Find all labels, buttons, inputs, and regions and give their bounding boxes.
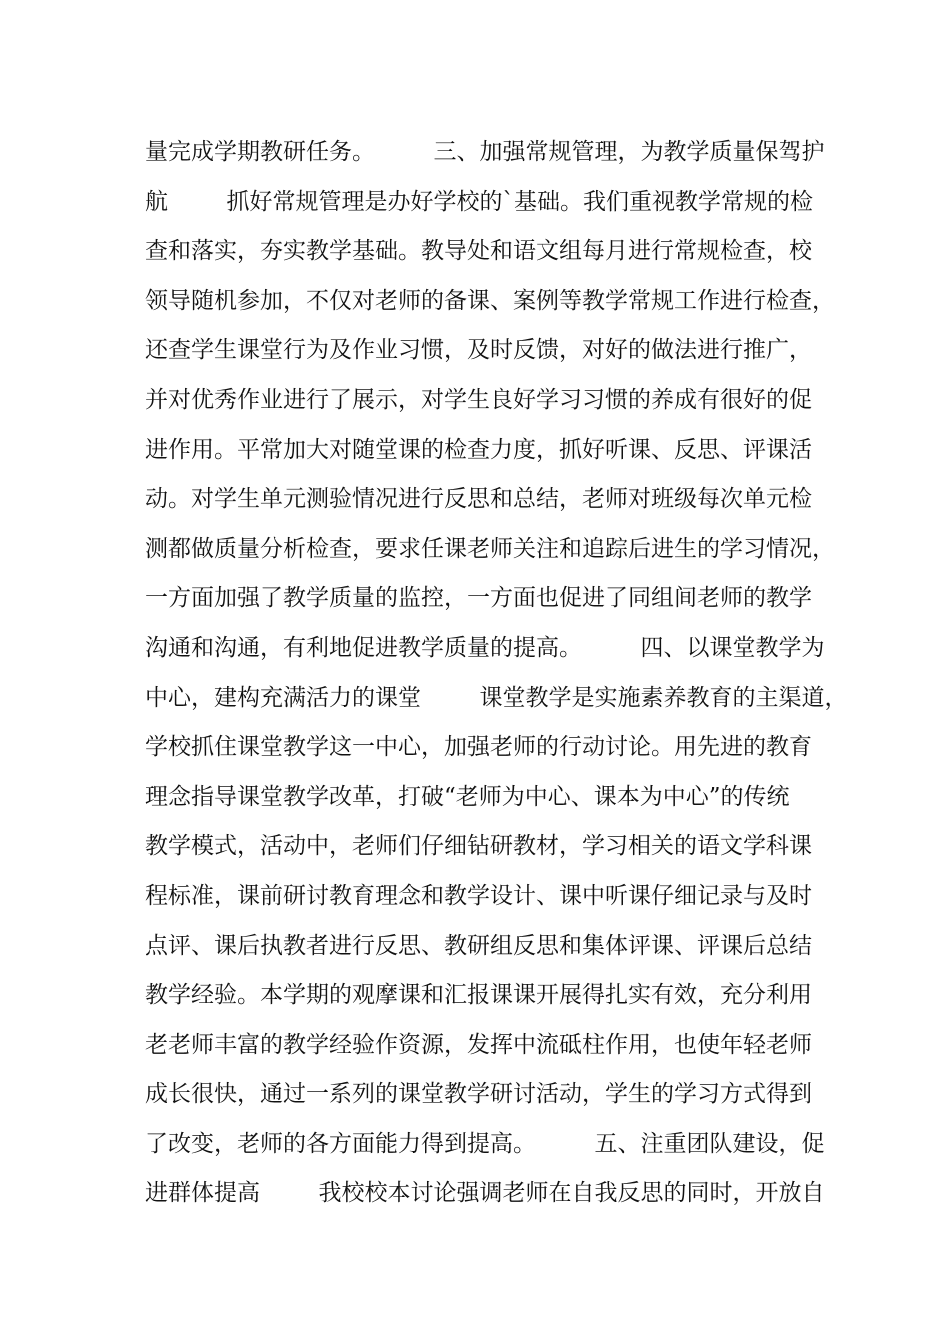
body-text xyxy=(145,128,848,1219)
text-line: 还查学生课堂行为及作业习惯，及时反馈，对好的做法进行推广， xyxy=(145,337,812,364)
text-line: 教学模式，活动中，老师们仔细钻研教材，学习相关的语文学科课 xyxy=(145,833,812,860)
text-line: 成长很快，通过一系列的课堂教学研讨活动，学生的学习方式得到 xyxy=(145,1081,812,1108)
text-line: 沟通和沟通，有利地促进教学质量的提高。 四、以课堂教学为 xyxy=(145,634,825,661)
text-line: 测都做质量分析检查，要求任课老师关注和追踪后进生的学习情况， xyxy=(145,535,835,562)
text-line: 老老师丰富的教学经验作资源，发挥中流砥柱作用，也使年轻老师 xyxy=(145,1031,812,1058)
text-line: 一方面加强了教学质量的监控，一方面也促进了同组间老师的教学 xyxy=(145,585,812,612)
text-line: 动。对学生单元测验情况进行反思和总结，老师对班级每次单元检 xyxy=(145,486,812,513)
text-line: 查和落实，夯实教学基础。教导处和语文组每月进行常规检查，校 xyxy=(145,238,812,265)
text-line: 学校抓住课堂教学这一中心，加强老师的行动讨论。用先进的教育 xyxy=(145,734,812,761)
text-line: 进群体提高 我校校本讨论强调老师在自我反思的同时，开放自 xyxy=(145,1180,825,1207)
text-line: 量完成学期教研任务。 三、加强常规管理，为教学质量保驾护 xyxy=(145,139,825,165)
text-line: 并对优秀作业进行了展示，对学生良好学习习惯的养成有很好的促 xyxy=(145,386,812,413)
text-line: 教学经验。本学期的观摩课和汇报课课开展得扎实有效，充分利用 xyxy=(145,982,812,1009)
text-line: 中心，建构充满活力的课堂 课堂教学是实施素养教育的主渠道， xyxy=(145,684,848,711)
text-line: 航 抓好常规管理是办好学校的`基础。我们重视教学常规的检 xyxy=(145,188,813,215)
text-line: 领导随机参加，不仅对老师的备课、案例等教学常规工作进行检查， xyxy=(145,287,835,314)
text-line: 程标准，课前研讨教育理念和教学设计、课中听课仔细记录与及时 xyxy=(145,882,812,909)
text-line: 点评、课后执教者进行反思、教研组反思和集体评课、评课后总结 xyxy=(145,932,812,959)
text-line: 进作用。平常加大对随堂课的检查力度，抓好听课、反思、评课活 xyxy=(145,436,812,463)
text-line: 理念指导课堂教学改革，打破“老师为中心、课本为中心”的传统 xyxy=(145,783,790,810)
text-line: 了改变，老师的各方面能力得到提高。 五、注重团队建设，促 xyxy=(145,1130,825,1157)
